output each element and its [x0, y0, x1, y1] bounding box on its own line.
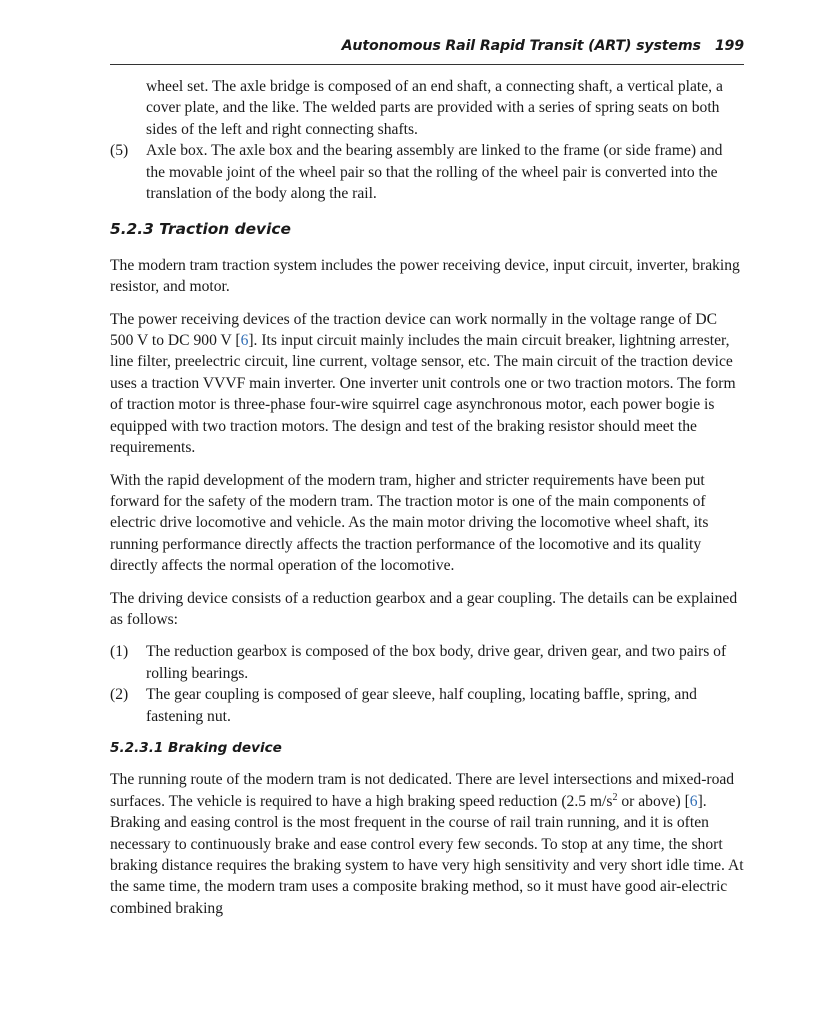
- list-number: (1): [110, 643, 129, 661]
- header-rule: [110, 64, 744, 65]
- list-number: (5): [110, 142, 129, 160]
- paragraph-text: ]. Its input circuit mainly includes the main circuit breaker, lightning arrester, line filter, preelectric circuit, line current, voltage sensor, etc. The main circuit of the traction device uses a traction VVVF main inverter. One inverter unit controls one or two traction motors. The form of traction motor is three-phase four-wire squirrel cage asynchronous motor, each power bogie is equipped with two traction motors. The design and test of the braking resistor should meet the requirements.: [110, 332, 736, 457]
- paragraph-text: The power receiving devices of the traction device can work normally in the voltage range of DC 500 V to DC 900 V [: [110, 310, 718, 350]
- driving-device-list: [110, 641, 744, 727]
- running-header: [110, 38, 744, 62]
- paragraph-traction-motor: With the rapid development of the modern tram, higher and stricter requirements have been put forward for the safety of the modern tram. The traction motor is one of the main components of electric drive locomotive and vehicle. As the main motor driving the locomotive wheel shaft, its running performance directly affects the traction performance of the locomotive and its quality directly affects the normal operation of the locomotive.: [110, 471, 709, 575]
- running-title: Autonomous Rail Rapid Transit (ART) systems: [341, 38, 701, 54]
- list-item-5: [110, 140, 744, 204]
- list-item: [110, 641, 744, 684]
- paragraph-text: ]. Braking and easing control is the most frequent in the course of rail train running, and it is often necessary to continuously brake and ease control every few seconds. To stop at any time, the short braking distance requires the braking system to have very high sensitivity and very short idle time. At the same time, the modern tram uses a composite braking method, so it must have good air-electric combined braking: [110, 792, 744, 917]
- body-text: [110, 76, 744, 930]
- paragraph-driving-device: The driving device consists of a reduction gearbox and a gear coupling. The details can be explained as follows:: [110, 589, 738, 628]
- subsection-heading: 5.2.3.1 Braking device: [110, 739, 282, 756]
- list-text: Axle box. The axle box and the bearing assembly are linked to the frame (or side frame) and the movable joint of the wheel pair so that the rolling of the wheel pair is converted into the translation of the body along the rail.: [146, 142, 723, 203]
- continued-paragraph: wheel set. The axle bridge is composed of an end shaft, a connecting shaft, a vertical plate, a cover plate, and the like. The welded parts are provided with a series of spring seats on both sides of the left and right connecting shafts.: [146, 78, 723, 138]
- citation-link[interactable]: 6: [240, 332, 249, 350]
- paragraph-text: or above) [: [617, 792, 690, 810]
- section-heading: 5.2.3 Traction device: [110, 220, 291, 239]
- page-number: 199: [714, 38, 744, 54]
- paragraph-traction-system: The modern tram traction system includes the power receiving device, input circuit, inverter, braking resistor, and motor.: [110, 256, 740, 296]
- paragraph-text: The running route of the modern tram is not dedicated. There are level intersections and mixed-road surfaces. The vehicle is required to have a high braking speed reduction (2.5 m/s: [110, 771, 735, 810]
- paragraph-braking: [110, 769, 744, 919]
- superscript: 2: [612, 791, 618, 803]
- citation-link[interactable]: 6: [689, 792, 698, 810]
- list-item: [110, 684, 744, 727]
- list-number: (2): [110, 686, 129, 704]
- list-text: The gear coupling is composed of gear sleeve, half coupling, locating baffle, spring, and fastening nut.: [146, 686, 697, 725]
- list-text: The reduction gearbox is composed of the box body, drive gear, driven gear, and two pairs of rolling bearings.: [146, 643, 727, 682]
- paragraph-power-receiving: [110, 309, 744, 459]
